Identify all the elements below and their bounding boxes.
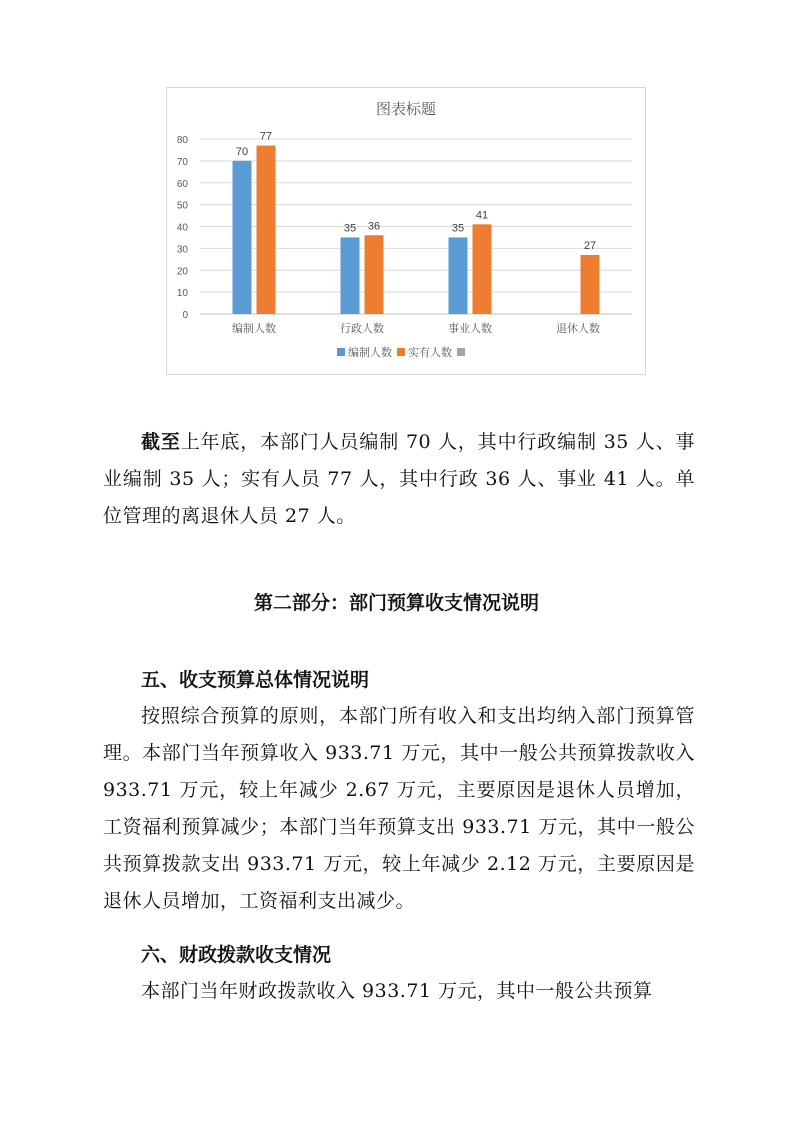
data-label: 36 [367, 220, 381, 233]
bar [581, 255, 600, 314]
chart-svg [167, 88, 645, 374]
data-label: 35 [451, 222, 465, 235]
paragraph-text: 上年底，本部门人员编制 70 人，其中行政编制 35 人、事业编制 35 人；实有人员 77 人，其中行政 36 人、事业 41 人。单位管理的离退休人员 27 人。 [103, 431, 695, 527]
bar [257, 146, 276, 314]
y-tick-label: 20 [176, 266, 188, 278]
data-label: 27 [583, 239, 597, 252]
chart-title: 图表标题 [375, 101, 437, 118]
y-tick-label: 40 [176, 222, 188, 234]
data-label: 70 [235, 145, 249, 158]
bar [341, 237, 360, 314]
data-label: 35 [343, 222, 357, 235]
legend-label: 实有人数 [408, 347, 452, 359]
section6-title: 六、财政拨款收支情况 [141, 944, 332, 966]
staff-paragraph [103, 424, 695, 535]
y-tick-label: 60 [176, 178, 188, 190]
x-tick-label: 编制人数 [232, 323, 276, 335]
x-tick-label: 事业人数 [448, 323, 492, 335]
legend-swatch [337, 348, 345, 356]
legend-label: 编制人数 [348, 347, 392, 359]
bar [233, 161, 252, 314]
bar [473, 224, 492, 314]
y-tick-label: 80 [176, 135, 188, 146]
y-tick-label: 50 [176, 200, 188, 212]
part2-title: 第二部分：部门预算收支情况说明 [253, 592, 539, 614]
y-tick-label: 10 [176, 288, 188, 300]
paragraph-lead: 截至 [141, 431, 181, 453]
section6-body: 本部门当年财政拨款收入 933.71 万元，其中一般公共预算 [141, 980, 653, 1002]
data-label: 41 [475, 209, 489, 222]
legend-swatch [397, 348, 405, 356]
staff-bar-chart [166, 87, 646, 375]
y-tick-label: 70 [176, 156, 188, 168]
legend-swatch [457, 348, 465, 356]
bar [365, 235, 384, 314]
section5-body: 按照综合预算的原则，本部门所有收入和支出均纳入部门预算管理。本部门当年预算收入 933.71 万元，其中一般公共预算拨款收入 933.71 万元，较上年减少 2.67 万元，主要原因是退休人员增加，工资福利预算减少；本部门当年预算支出 933.71 万元，其中一般公共预算拨款支出 933.71 万元，较上年减少 2.12 万元，主要原因是退休人员增加，工资福利支出减少。 [103, 705, 695, 912]
data-label: 77 [259, 130, 273, 143]
x-tick-label: 行政人数 [340, 323, 384, 335]
y-tick-label: 30 [176, 244, 188, 256]
y-tick-label: 0 [182, 310, 188, 321]
bar [449, 237, 468, 314]
x-tick-label: 退休人数 [556, 323, 600, 335]
section5-title: 五、收支预算总体情况说明 [141, 669, 370, 691]
